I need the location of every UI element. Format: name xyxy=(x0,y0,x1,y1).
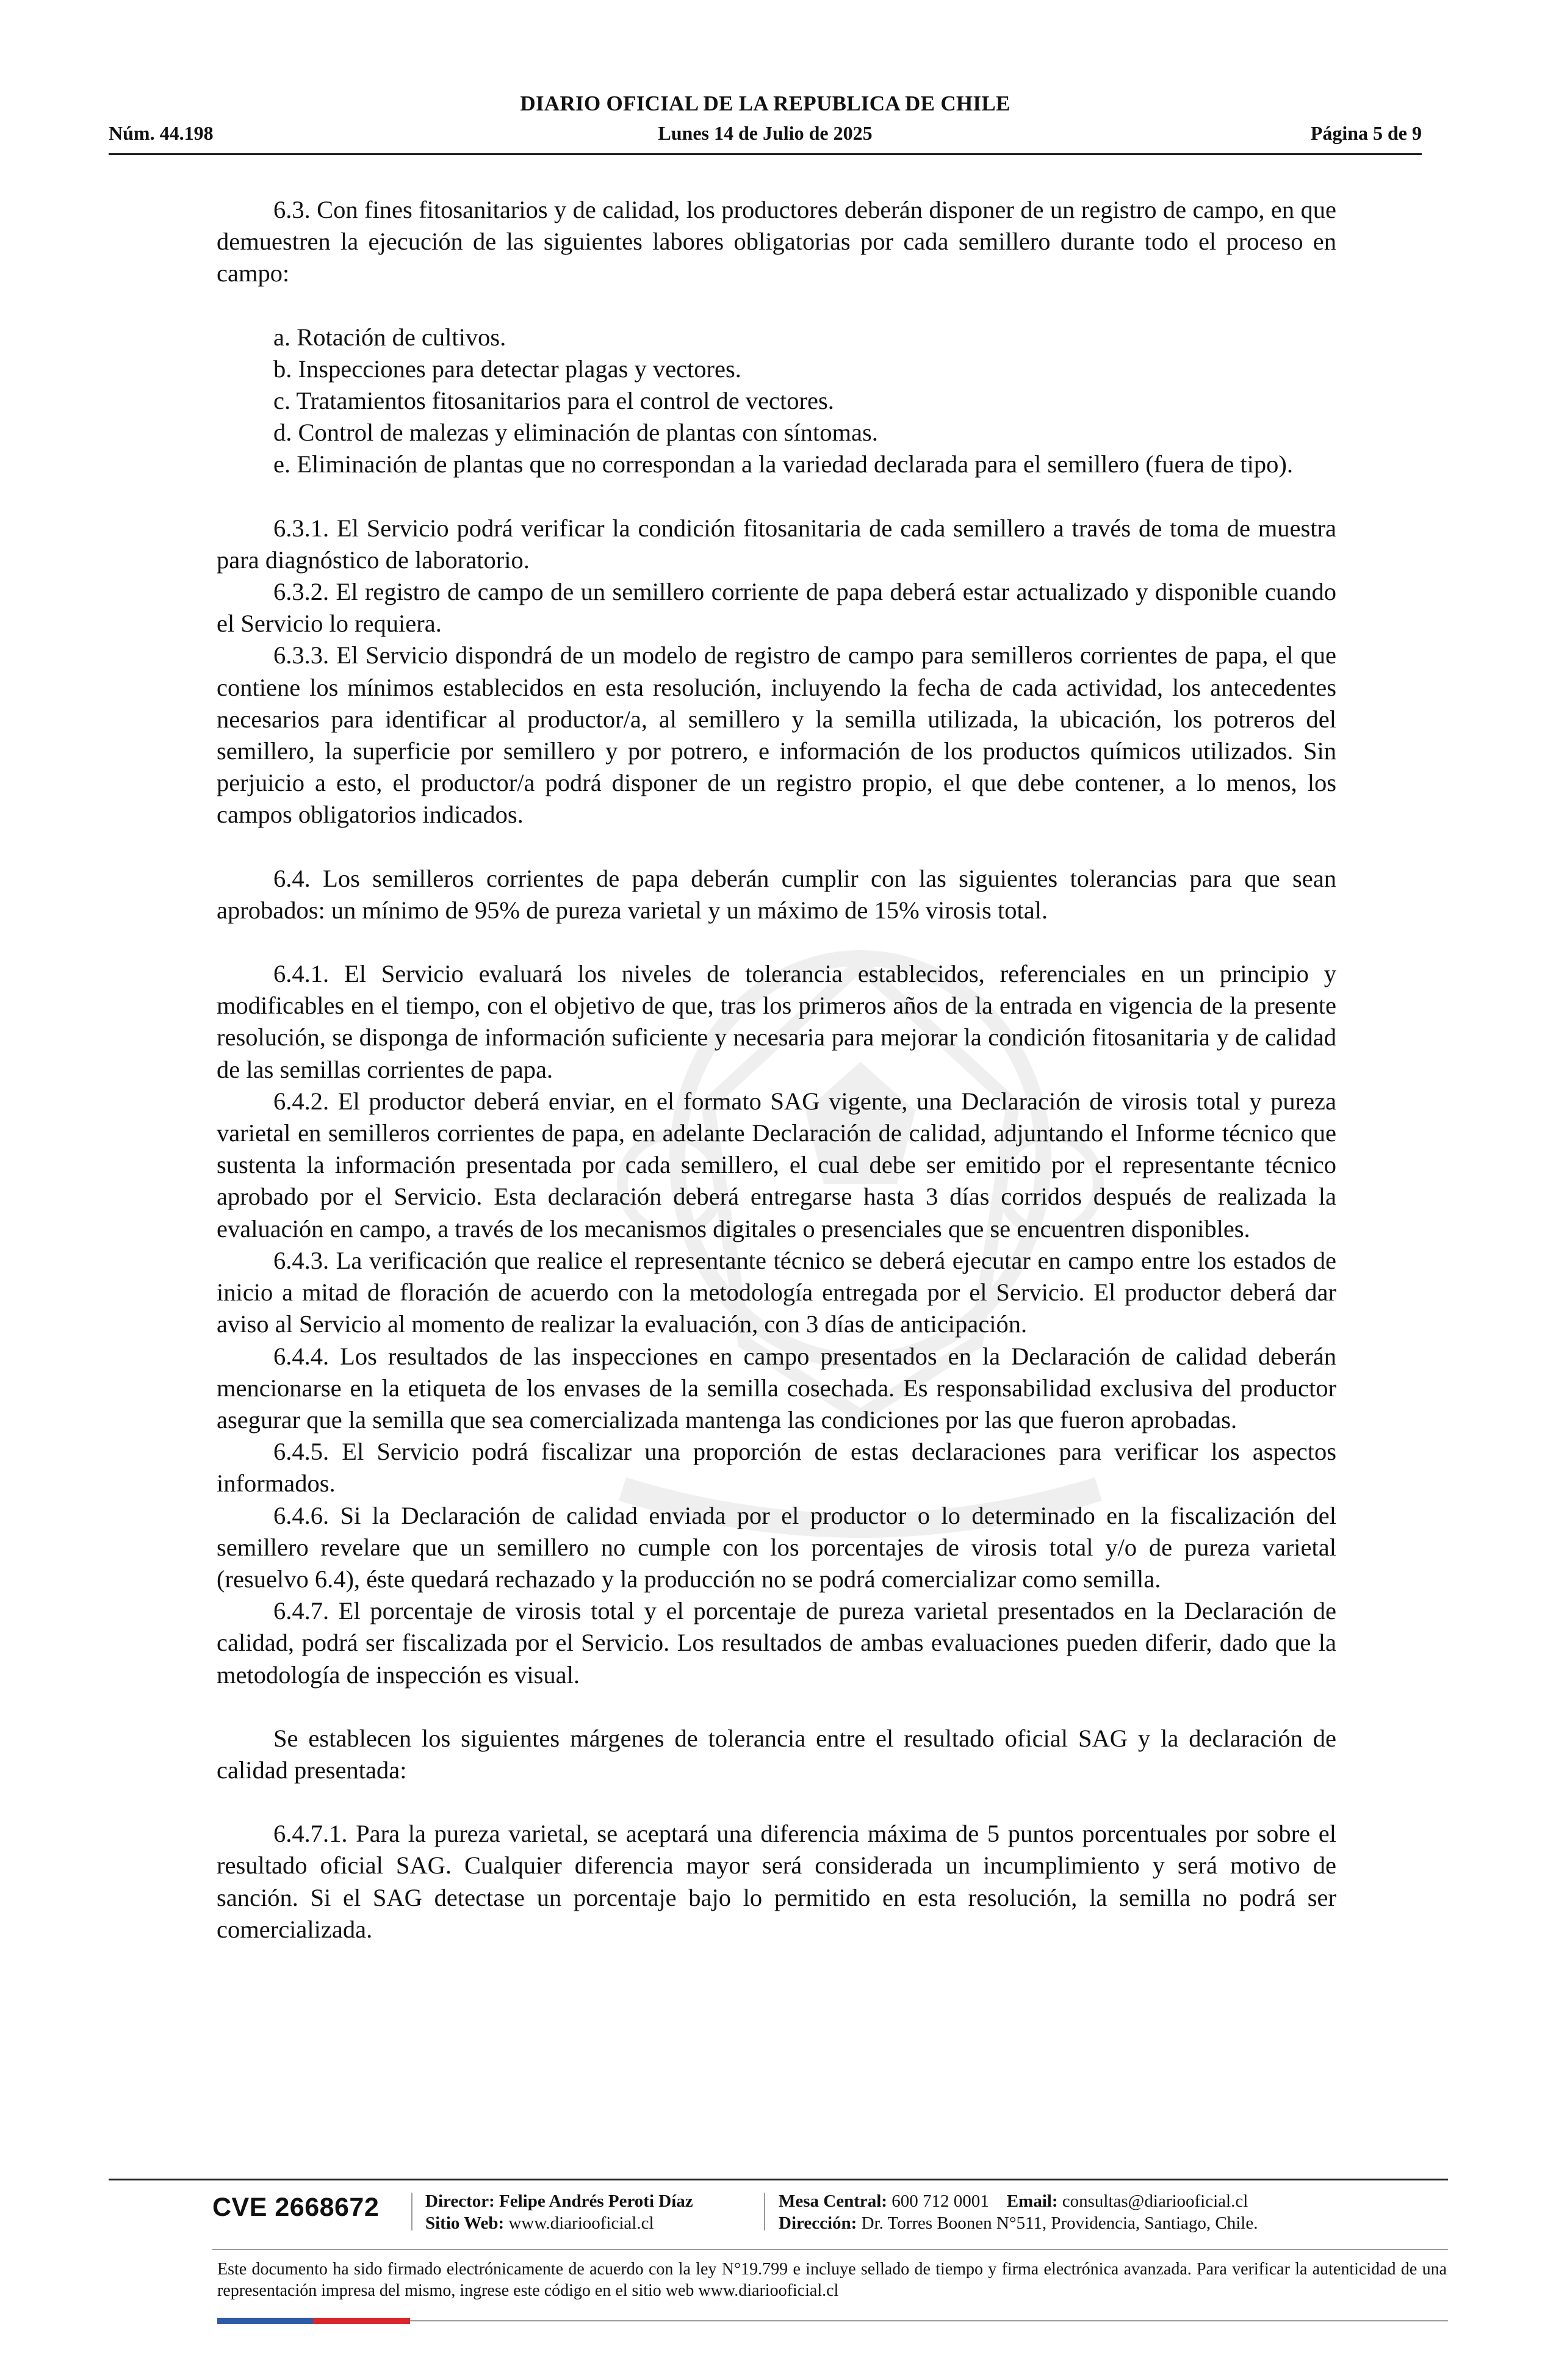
address-label: Dirección: xyxy=(779,2213,857,2233)
email-link[interactable]: consultas@diariooficial.cl xyxy=(1062,2191,1248,2211)
list-item-c: c. Tratamientos fitosanitarios para el control de vectores. xyxy=(273,387,834,415)
paragraph-6-4-4: 6.4.4. Los resultados de las inspecciones en campo presentados en la Declaración de calidad deberán mencionarse en la etiqueta de los envases de la semilla cosechada. Es responsabilidad exclusiva del productor asegurar que la semilla que sea comercializada mantenga las condiciones por las que fueron aprobadas. xyxy=(217,1342,1336,1433)
page-number: Página 5 de 9 xyxy=(1310,122,1422,144)
publication-title: DIARIO OFICIAL DE LA REPUBLICA DE CHILE xyxy=(520,92,1010,115)
cve-code: CVE 2668672 xyxy=(212,2193,380,2222)
footer-bottom-rule xyxy=(410,2320,1448,2321)
issue-number: Núm. 44.198 xyxy=(109,122,214,144)
document-body xyxy=(217,194,1336,1945)
website-link[interactable]: www.diariooficial.cl xyxy=(508,2213,654,2233)
footer-separator xyxy=(411,2193,412,2230)
director-label: Director: xyxy=(425,2191,495,2211)
paragraph-6-3: 6.3. Con fines fitosanitarios y de calidad, los productores deberán disponer de un registro de campo, en que demuestren la ejecución de las siguientes labores obligatorias por cada semillero durante todo el proceso en campo: xyxy=(217,196,1336,287)
paragraph-6-3-3: 6.3.3. El Servicio dispondrá de un modelo de registro de campo para semilleros corrientes de papa, el que contiene los mínimos establecidos en esta resolución, incluyendo la fecha de cada actividad, los antecedentes necesarios para identificar al productor/a, al semillero y la semilla utilizada, la ubicación, los potreros del semillero, la superficie por semillero y por potrero, e información de los productos químicos utilizados. Sin perjuicio a esto, el productor/a podrá disponer de un registro propio, el que debe contener, a lo menos, los campos obligatorios indicados. xyxy=(217,641,1336,829)
page-header xyxy=(109,92,1422,159)
paragraph-6-3-2: 6.3.2. El registro de campo de un semillero corriente de papa deberá estar actualizado y disponible cuando el Servicio lo requiera. xyxy=(217,578,1336,638)
header-divider xyxy=(109,153,1422,155)
list-item-a: a. Rotación de cultivos. xyxy=(273,323,506,351)
email-label: Email: xyxy=(1006,2191,1058,2211)
paragraph-6-4-7: 6.4.7. El porcentaje de virosis total y el porcentaje de pureza varietal presentados en la Declaración de calidad, podrá ser fiscalizada por el Servicio. Los resultados de ambas evaluaciones pueden diferir, dado que la metodología de inspección es visual. xyxy=(217,1597,1336,1689)
paragraph-6-4-5: 6.4.5. El Servicio podrá fiscalizar una proporción de estas declaraciones para verificar los aspectos informados. xyxy=(217,1438,1336,1498)
flag-red-segment xyxy=(313,2318,410,2324)
flag-blue-segment xyxy=(217,2318,313,2324)
phone-label: Mesa Central: xyxy=(779,2191,887,2211)
issue-date: Lunes 14 de Julio de 2025 xyxy=(658,122,873,144)
paragraph-6-4-3: 6.4.3. La verificación que realice el representante técnico se deberá ejecutar en campo entre los estados de inicio a mitad de floración de acuerdo con la metodología entregada por el Servicio. El productor deberá dar aviso al Servicio al momento de realizar la evaluación, con 3 días de anticipación. xyxy=(217,1246,1336,1338)
list-item-e: e. Eliminación de plantas que no correspondan a la variedad declarada para el semillero (fuera de tipo). xyxy=(273,450,1294,478)
electronic-signature-note: Este documento ha sido firmado electrónicamente de acuerdo con la ley N°19.799 e incluye sellado de tiempo y firma electrónica avanzada. Para verificar la autenticidad de una representación impresa del mismo, ingrese este código en el sitio web www.diariooficial.cl xyxy=(217,2260,1447,2300)
flag-color-bar xyxy=(217,2318,410,2324)
footer-note-divider xyxy=(212,2249,1448,2250)
page-footer xyxy=(109,2179,1448,2300)
paragraph-6-4-2: 6.4.2. El productor deberá enviar, en el formato SAG vigente, una Declaración de virosis total y pureza varietal en semilleros corrientes de papa, en adelante Declaración de calidad, adjuntando el Informe técnico que sustenta la información presentada por cada semillero, el cual debe ser emitido por el representante técnico aprobado por el Servicio. Esta declaración deberá entregarse hasta 3 días corridos después de realizada la evaluación en campo, a través de los mecanismos digitales o presenciales que se encuentren disponibles. xyxy=(217,1087,1336,1242)
footer-contact-block xyxy=(779,2190,1258,2234)
address-value: Dr. Torres Boonen N°511, Providencia, Santiago, Chile. xyxy=(861,2213,1258,2233)
list-item-d: d. Control de malezas y eliminación de plantas con síntomas. xyxy=(273,419,878,447)
director-name: Felipe Andrés Peroti Díaz xyxy=(499,2191,693,2211)
paragraph-6-4: 6.4. Los semilleros corrientes de papa deberán cumplir con las siguientes tolerancias para que sean aprobados: un mínimo de 95% de pureza varietal y un máximo de 15% virosis total. xyxy=(217,864,1336,924)
footer-separator xyxy=(764,2193,765,2230)
paragraph-6-3-1: 6.3.1. El Servicio podrá verificar la condición fitosanitaria de cada semillero a través de toma de muestra para diagnóstico de laboratorio. xyxy=(217,514,1336,574)
list-item-b: b. Inspecciones para detectar plagas y vectores. xyxy=(273,355,741,383)
paragraph-6-4-6: 6.4.6. Si la Declaración de calidad enviada por el productor o lo determinado en la fiscalización del semillero revelare que un semillero no cumple con los porcentajes de virosis total y/o de pureza varietal (resuelvo 6.4), éste quedará rechazado y la producción no se podrá comercializar como semilla. xyxy=(217,1501,1336,1593)
phone-value: 600 712 0001 xyxy=(891,2191,989,2211)
paragraph-6-4-1: 6.4.1. El Servicio evaluará los niveles de tolerancia establecidos, referenciales en un principio y modificables en el tiempo, con el objetivo de que, tras los primeros años de la entrada en vigencia de la presente resolución, se disponga de información suficiente y necesaria para mejorar la condición fitosanitaria y de calidad de las semillas corrientes de papa. xyxy=(217,960,1336,1083)
website-label: Sitio Web: xyxy=(425,2213,505,2233)
paragraph-tolerance-margins: Se establecen los siguientes márgenes de tolerancia entre el resultado oficial SAG y la declaración de calidad presentada: xyxy=(217,1724,1336,1784)
footer-director-block xyxy=(425,2190,693,2234)
paragraph-6-4-7-1: 6.4.7.1. Para la pureza varietal, se aceptará una diferencia máxima de 5 puntos porcentuales por sobre el resultado oficial SAG. Cualquier diferencia mayor será considerada un incumplimiento y será motivo de sanción. Si el SAG detectase un porcentaje bajo lo permitido en esta resolución, la semilla no podrá ser comercializada. xyxy=(217,1820,1336,1943)
